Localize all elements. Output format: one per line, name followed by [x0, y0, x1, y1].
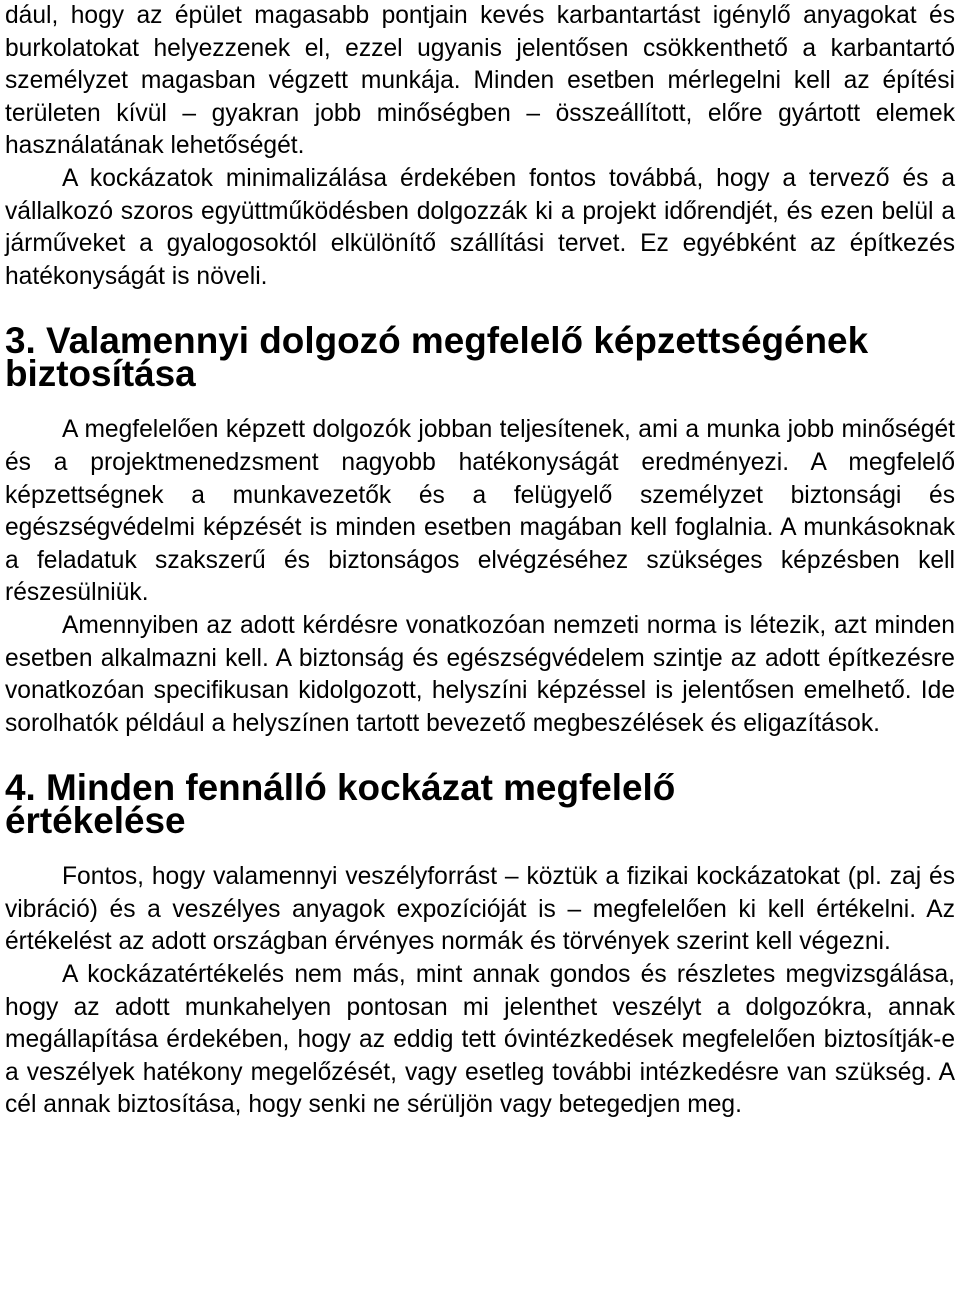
section-4-heading: [5, 767, 955, 842]
section-3-paragraph-2: Amennyiben az adott kérdésre vonatkozóan nemzeti norma is létezik, azt minden esetben alkalmazni kell. A biztonság és egészségvédelem szintje az adott építkezésre vonatkozóan specifikusan kidolgozott, helyszíni képzéssel is jelentősen emelhető. Ide sorolhatók például a helyszínen tartott bevezető megbeszélések és eligazítások.: [5, 611, 955, 737]
section-3-paragraph-1: A megfelelően képzett dolgozók jobban teljesítenek, ami a munka jobb minőségét és a projektmenedzsment nagyobb hatékonyságát eredményezi. A megfelelő képzettségnek a munkavezetők és a felügyelő személyzet biztonsági és egészségvédelmi képzését is minden esetben magában kell foglalnia. A munkásoknak a feladatuk szakszerű és biztonságos elvégzéséhez szükséges képzésben kell részesülniük.: [5, 416, 955, 607]
section-3: [5, 320, 955, 740]
section-4-paragraph-2: A kockázatértékelés nem más, mint annak gondos és részletes megvizsgálása, hogy az adott munkahelyen pontosan mi jelenthet veszélyt a dolgozókra, annak megállapítása érdekében, hogy az eddig tett óvintézkedések megfelelően biztosítják-e a veszélyek hatékony megelőzését, vagy esetleg további intézkedésre van szükség. A cél annak biztosítása, hogy senki ne sérüljön vagy betegedjen meg.: [5, 961, 955, 1119]
section-3-heading-line1: 3. Valamennyi dolgozó megfelelő képzettségének: [5, 320, 869, 362]
section-3-heading-line2: biztosítása: [5, 353, 196, 395]
section-4: [5, 767, 955, 1122]
paragraph-risk-minimization: A kockázatok minimalizálása érdekében fontos továbbá, hogy a tervező és a vállalkozó szoros együttműködésben dolgozzák ki a projekt időrendjét, és ezen belül a járműveket a gyalogosoktól elkülönítő szállítási tervet. Ez egyébként az építkezés hatékonyságát is növeli.: [5, 164, 955, 290]
section-4-heading-line2: értékelése: [5, 800, 186, 842]
section-4-paragraph-1: Fontos, hogy valamennyi veszélyforrást – köztük a fizikai kockázatokat (pl. zaj és vibráció) és a veszélyes anyagok expozícióját is – megfelelően ki kell értékelni. Az értékelést az adott országban érvényes normák és törvények szerint kell végezni.: [5, 863, 955, 956]
section-3-heading: [5, 320, 955, 395]
paragraph-intro-continuation: dául, hogy az épület magasabb pontjain kevés karbantartást igénylő anyagokat és burkolatokat helyezzenek el, ezzel ugyanis jelentősen csökkenthető a karbantartó személyzet magasban végzett munkája. Minden esetben mérlegelni kell az építési területen kívül – gyakran jobb minőségben – összeállított, előre gyártott elemek használatának lehetőségét.: [5, 2, 955, 160]
document-page: [5, 0, 955, 1303]
section-4-heading-line1: 4. Minden fennálló kockázat megfelelő: [5, 767, 676, 809]
